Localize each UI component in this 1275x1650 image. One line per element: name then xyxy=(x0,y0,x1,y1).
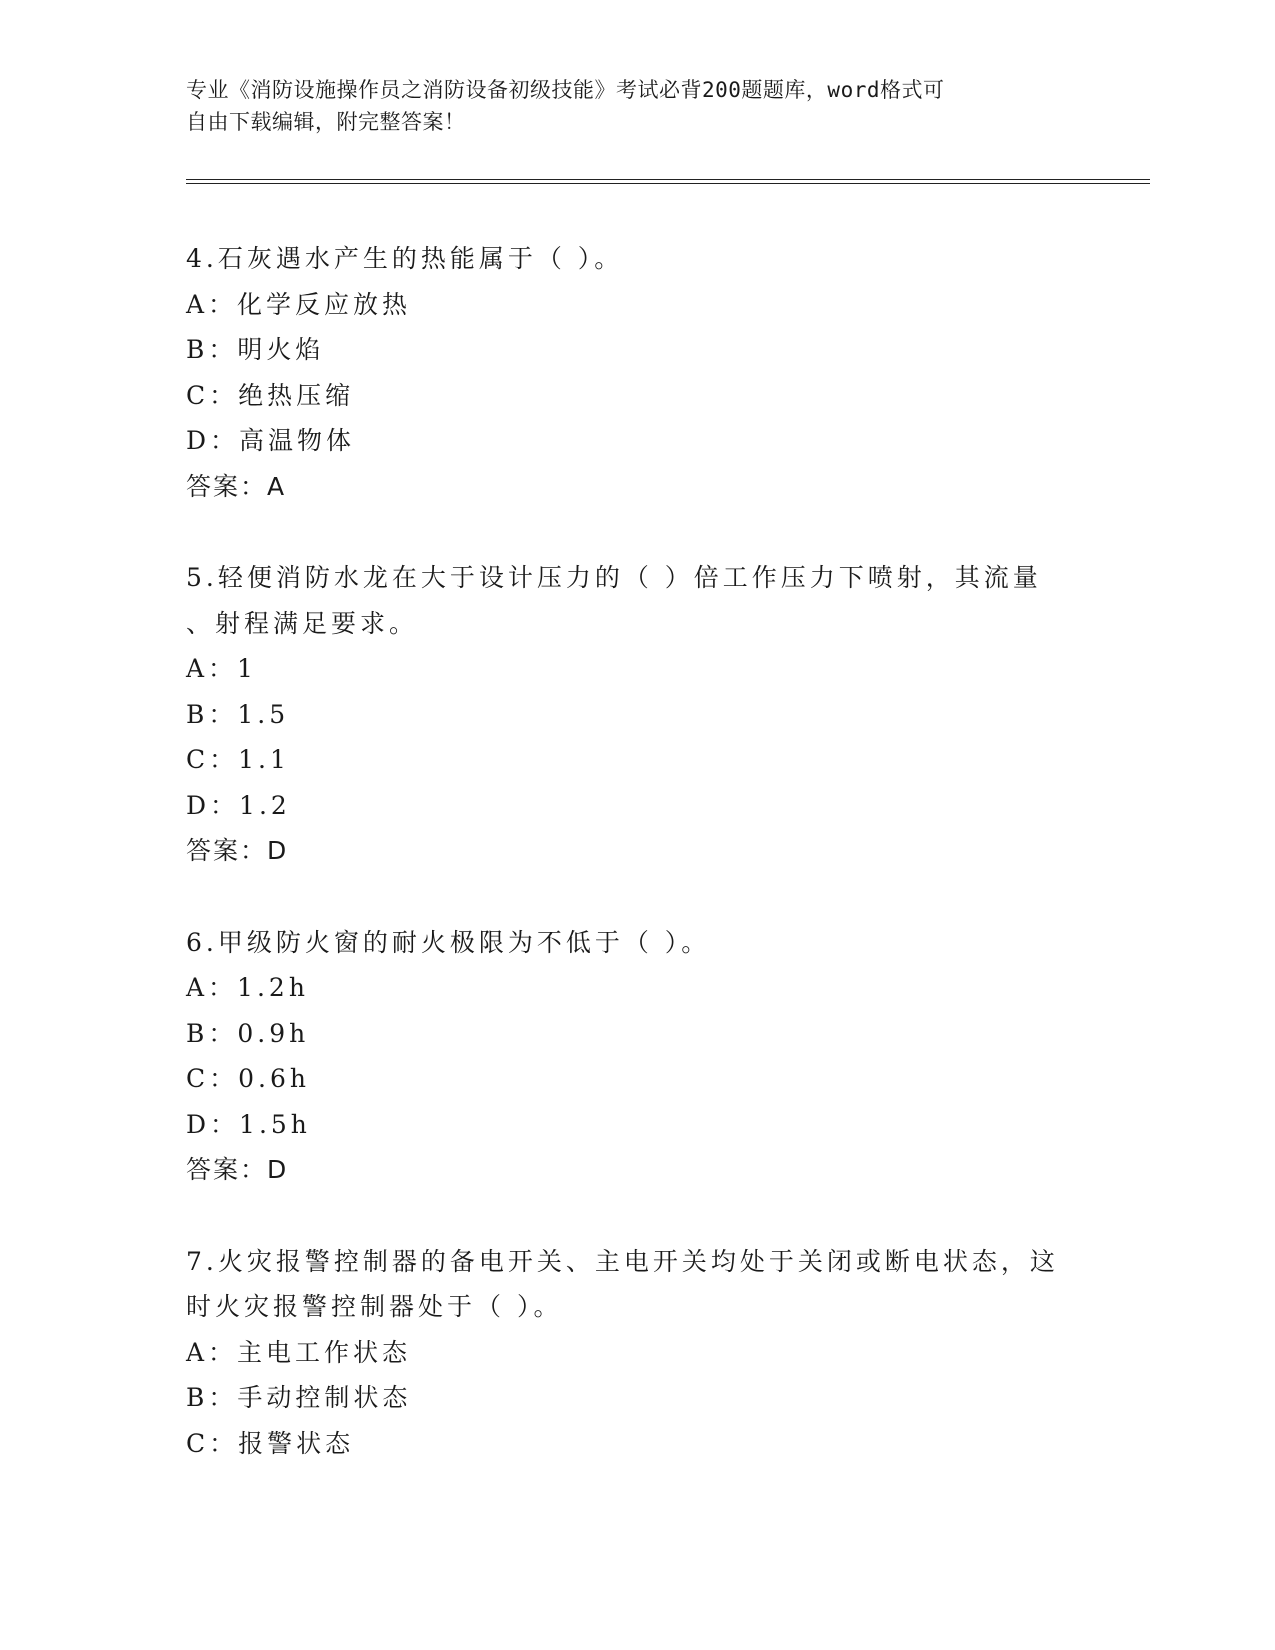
option-c: C：报警状态 xyxy=(186,1428,355,1458)
option-d: D：1.2 xyxy=(186,790,291,820)
option-c: C：绝热压缩 xyxy=(186,380,355,410)
answer-line: 答案：D xyxy=(186,1155,289,1184)
option-a: A：主电工作状态 xyxy=(186,1337,412,1367)
option-b: B：明火焰 xyxy=(186,335,325,364)
question-block xyxy=(186,1239,1086,1467)
option-a: A：1 xyxy=(186,654,257,683)
question-stem-continued: 、射程满足要求。 xyxy=(186,608,419,638)
document-header xyxy=(186,74,1066,138)
answer-line: 答案：D xyxy=(186,836,289,865)
answer-line: 答案：A xyxy=(186,471,287,501)
option-b: B：0.9h xyxy=(186,1018,310,1048)
header-divider-top xyxy=(186,179,1150,180)
header-line-1: 专业《消防设施操作员之消防设备初级技能》考试必背200题题库，word格式可 xyxy=(186,78,945,102)
question-stem: 6.甲级防火窗的耐火极限为不低于（ ）。 xyxy=(186,927,711,957)
question-stem: 7.火灾报警控制器的备电开关、主电开关均处于关闭或断电状态，这 xyxy=(186,1246,1059,1276)
option-c: C：1.1 xyxy=(186,745,290,774)
option-b: B：1.5 xyxy=(186,699,290,729)
question-list xyxy=(186,236,1086,1466)
option-a: A：化学反应放热 xyxy=(186,289,412,319)
question-stem-continued: 时火灾报警控制器处于（ ）。 xyxy=(186,1292,563,1321)
header-divider-bottom xyxy=(186,183,1150,184)
option-b: B：手动控制状态 xyxy=(186,1383,412,1412)
question-block xyxy=(186,920,1086,1193)
header-line-2: 自由下载编辑，附完整答案！ xyxy=(186,110,466,134)
question-block xyxy=(186,555,1086,874)
option-d: D：高温物体 xyxy=(186,426,356,455)
option-c: C：0.6h xyxy=(186,1064,310,1093)
option-d: D：1.5h xyxy=(186,1109,311,1139)
question-block xyxy=(186,236,1086,509)
question-stem: 4.石灰遇水产生的热能属于（ ）。 xyxy=(186,244,624,273)
question-stem: 5.轻便消防水龙在大于设计压力的（ ）倍工作压力下喷射，其流量 xyxy=(186,563,1042,592)
option-a: A：1.2h xyxy=(186,973,309,1002)
